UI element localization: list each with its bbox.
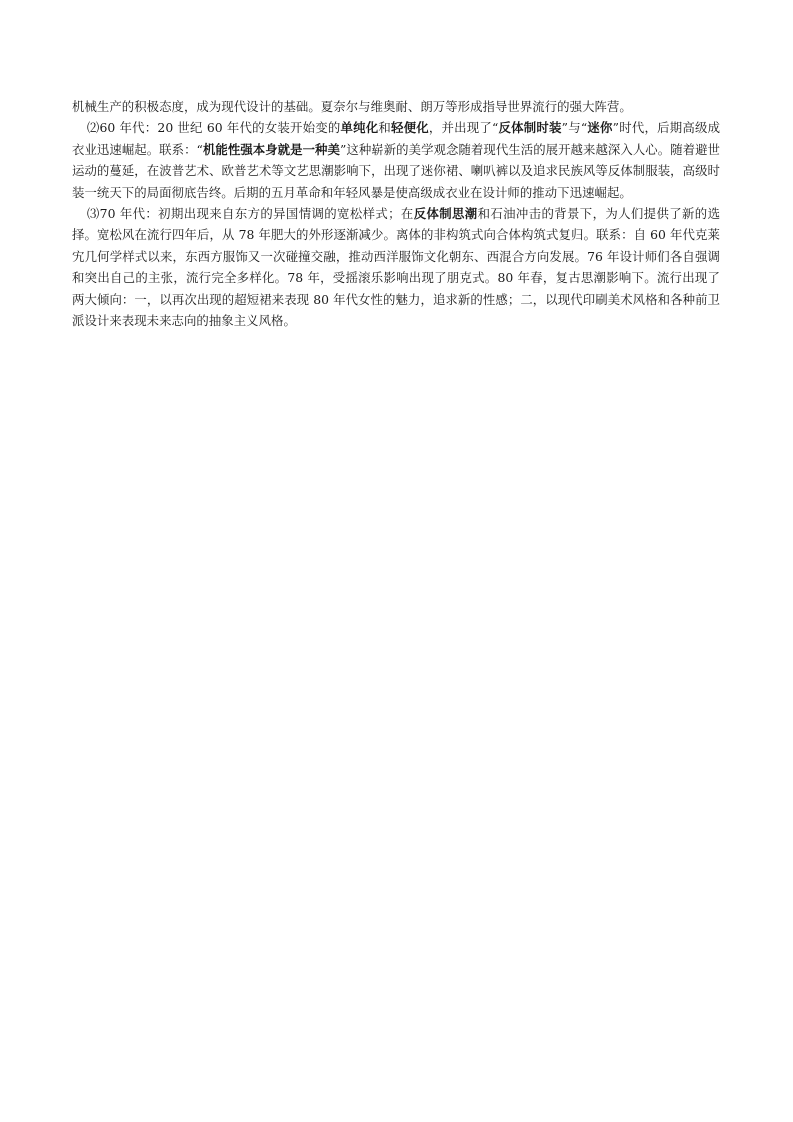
text-segment: 和 [378, 120, 391, 136]
paragraph-continuation [72, 96, 720, 117]
text-segment: ”这种崭新的美学观念随着现代生活的展开越来越深入人心。随着避世运动的蔓延，在波普艺术、欧普艺术等文艺思潮影响下，出现了迷你裙、喇叭裤以及追求民族风等反体制服装，高级时装一统天下的局面彻底告终。后期的五月革命和年轻风暴是使高级成衣业在设计师的推动下迅速崛起。 [72, 141, 720, 200]
text-segment: 和石油冲击的背景下，为人们提供了新的选择。宽松风在流行四年后，从 78 年肥大的外形逐渐减少。离体的非构筑式向合体构筑式复归。联系：自 60 年代克莱宄几何学样式以来，东西方服饰又一次碰撞交融，推动西洋服饰文化朝东、西混合方向发展。76 年设计师们各自强调和突出自己的主张，流行完全多样化。78 年，受摇滚乐影响出现了朋克式。80 年春，复古思潮影响下。流行出现了两大倾向：一，以再次出现的超短裙来表现 80 年代女性的魅力，追求新的性感；二，以现代印刷美术风格和各种前卫派设计来表现未来志向的抽象主义风格。 [72, 206, 721, 329]
bold-term: 反体制时装 [498, 120, 562, 136]
text-segment: 机械生产的积极态度，成为现代设计的基础。夏奈尔与维奥耐、朗万等形成指导世界流行的强大阵营。 [72, 99, 632, 114]
paragraph-70s [72, 203, 720, 331]
bold-term: 轻便化 [390, 120, 429, 136]
bold-term: 机能性强本身就是一种美 [202, 141, 340, 157]
text-segment: ⑶70 年代：初期出现来自东方的异国情调的宽松样式；在 [86, 206, 414, 222]
text-segment: ，并出现了“ [428, 120, 499, 136]
text-segment: ⑵60 年代：20 世纪 60 年代的女装开始变的 [86, 120, 341, 136]
text-segment: ”时代，后期高级成衣业迅速崛起。联系：“ [72, 120, 721, 157]
bold-term: 迷你 [587, 120, 613, 136]
text-segment: ”与“ [561, 120, 588, 136]
bold-term: 单纯化 [340, 120, 379, 136]
document-body [72, 96, 720, 331]
paragraph-60s [72, 117, 720, 203]
bold-term: 反体制思潮 [413, 206, 478, 222]
